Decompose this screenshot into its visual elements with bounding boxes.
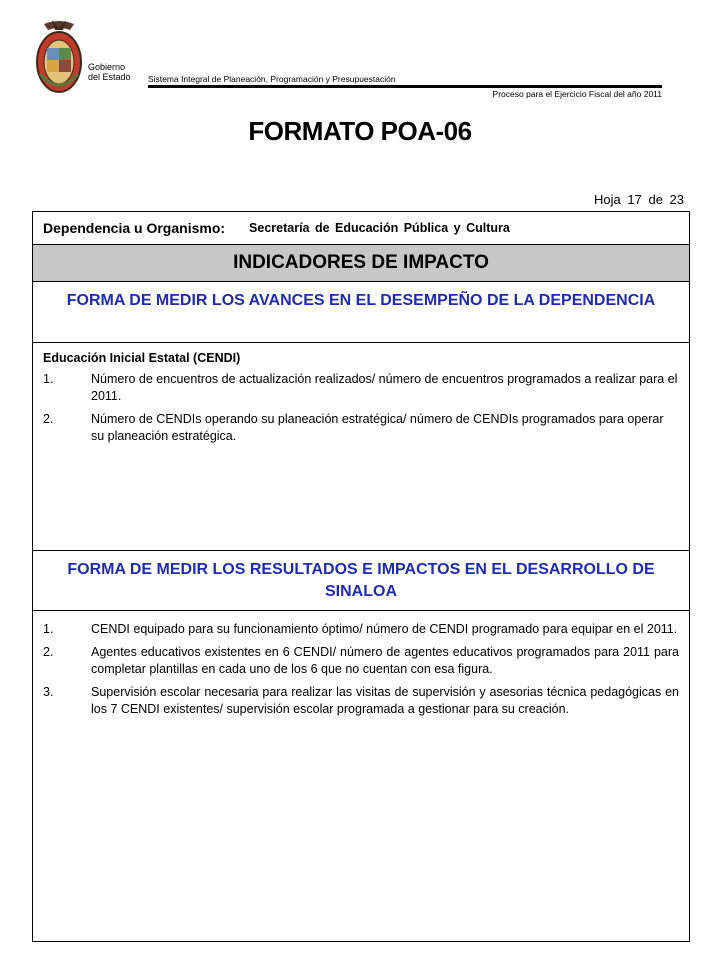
page-title: FORMATO POA-06 bbox=[248, 116, 472, 146]
list-item bbox=[43, 644, 679, 678]
dependency-label: Dependencia u Organismo: bbox=[43, 220, 226, 236]
item-number: 3. bbox=[43, 685, 54, 699]
dependency-row bbox=[33, 212, 689, 245]
item-number: 2. bbox=[43, 645, 54, 659]
section-results-heading: FORMA DE MEDIR LOS RESULTADOS E IMPACTOS EN EL DESARROLLO DE SINALOA bbox=[33, 551, 689, 611]
item-number: 1. bbox=[43, 372, 54, 386]
process-label: Proceso para el Ejercicio Fiscal del año 2011 bbox=[492, 89, 662, 99]
document-header bbox=[0, 0, 720, 110]
government-label bbox=[88, 62, 131, 82]
section-performance-heading: FORMA DE MEDIR LOS AVANCES EN EL DESEMPEÑO DE LA DEPENDENCIA bbox=[33, 282, 689, 343]
dependency-value: Secretaría de Educación Pública y Cultura bbox=[249, 221, 510, 235]
government-line-2: del Estado bbox=[88, 72, 131, 82]
program-subheading: Educación Inicial Estatal (CENDI) bbox=[43, 351, 241, 365]
government-line-1: Gobierno bbox=[88, 62, 126, 72]
impact-indicators-band: INDICADORES DE IMPACTO bbox=[33, 245, 689, 282]
section-results-body bbox=[33, 611, 689, 718]
state-seal-icon bbox=[34, 18, 84, 96]
item-number: 2. bbox=[43, 412, 54, 426]
poa-form bbox=[32, 211, 690, 942]
section-performance-body bbox=[33, 343, 689, 551]
list-item bbox=[43, 684, 679, 718]
item-text: Agentes educativos existentes en 6 CENDI/ número de agentes educativos programados para 2011 para completar plantillas en cada uno de los 6 que no cuentan con esa figura. bbox=[91, 645, 679, 676]
page-counter: Hoja 17 de 23 bbox=[594, 192, 684, 207]
item-text: Número de encuentros de actualización realizados/ número de encuentros programados a realizar para el 2011. bbox=[91, 372, 678, 403]
item-number: 1. bbox=[43, 622, 54, 636]
list-item bbox=[43, 371, 679, 405]
item-text: Supervisión escolar necesaria para realizar las visitas de supervisión y asesorias técnica pedagógicas en los 7 CENDI existentes/ supervisión escolar programada a gestionar para su creación. bbox=[91, 685, 679, 716]
header-rule bbox=[148, 85, 662, 88]
item-text: CENDI equipado para su funcionamiento óptimo/ número de CENDI programado para equipar en el 2011. bbox=[91, 622, 678, 636]
performance-indicator-list bbox=[43, 371, 679, 445]
list-item bbox=[43, 621, 679, 638]
results-indicator-list bbox=[43, 621, 679, 718]
list-item bbox=[43, 411, 679, 445]
system-title: Sistema Integral de Planeación, Programación y Presupuestación bbox=[148, 74, 396, 84]
item-text: Número de CENDIs operando su planeación estratégica/ número de CENDIs programados para operar su planeación estratégica. bbox=[91, 412, 664, 443]
